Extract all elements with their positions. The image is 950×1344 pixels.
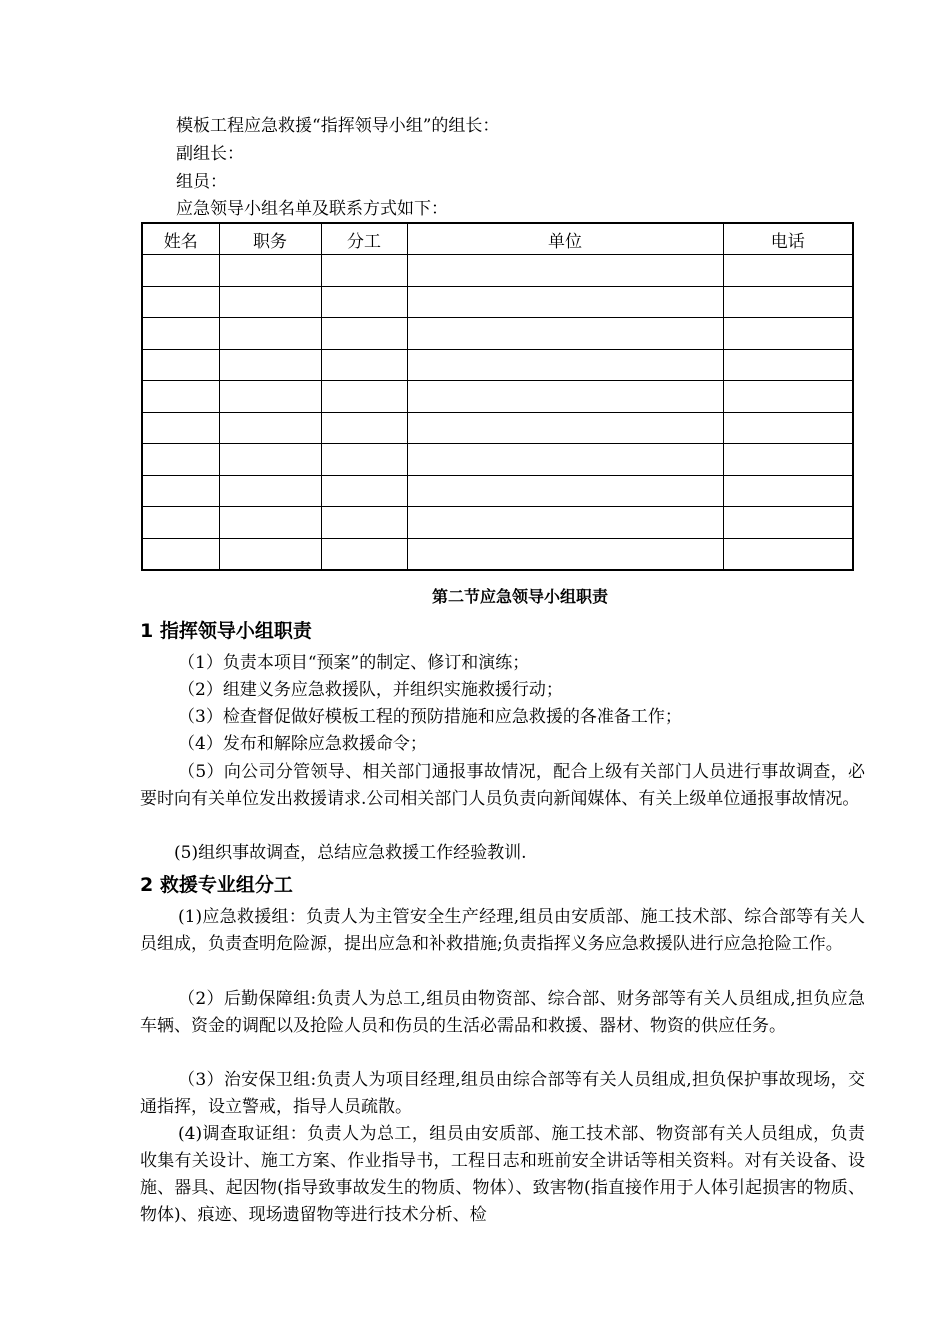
- table-cell: [142, 286, 219, 318]
- header-phone: 电话: [723, 223, 853, 255]
- table-row: [142, 286, 853, 318]
- table-cell: [219, 444, 321, 476]
- header-name: 姓名: [142, 223, 219, 255]
- table-cell: [723, 349, 853, 381]
- table-cell: [219, 381, 321, 413]
- table-cell: [407, 475, 723, 507]
- table-cell: [219, 255, 321, 287]
- section2-item-4: (4)调查取证组：负责人为总工，组员由安质部、施工技术部、物资部有关人员组成，负责收集有关设计、施工方案、作业指导书，工程日志和班前安全讲话等相关资料。对有关设备、设施、器具、起因物(指导致事故发生的物质、物体）、致害物(指直接作用于人体引起损害的物质、物体)、痕迹、现场遗留物等进行技术分析、检: [140, 1124, 865, 1225]
- table-cell: [321, 286, 407, 318]
- table-cell: [407, 507, 723, 539]
- table-cell: [321, 381, 407, 413]
- table-cell: [407, 381, 723, 413]
- table-cell: [142, 475, 219, 507]
- table-cell: [723, 475, 853, 507]
- table-cell: [219, 286, 321, 318]
- section2-item-2: （2）后勤保障组:负责人为总工,组员由物资部、综合部、财务部等有关人员组成,担负应急车辆、资金的调配以及抢险人员和伤员的生活必需品和救援、器材、物资的供应任务。: [140, 989, 865, 1036]
- section1-item-3: （3）检查督促做好模板工程的预防措施和应急救援的各准备工作；: [178, 707, 682, 727]
- table-cell: [407, 349, 723, 381]
- roster-table: [141, 222, 854, 571]
- table-cell: [407, 255, 723, 287]
- section1-heading: 1 指挥领导小组职责: [140, 620, 312, 642]
- table-cell: [219, 475, 321, 507]
- table-cell: [723, 318, 853, 350]
- table-cell: [321, 412, 407, 444]
- roster-table-body: [142, 255, 853, 571]
- table-cell: [321, 444, 407, 476]
- table-cell: [321, 507, 407, 539]
- table-row: [142, 255, 853, 287]
- header-position: 职务: [219, 223, 321, 255]
- table-cell: [142, 349, 219, 381]
- table-cell: [407, 444, 723, 476]
- section1-item-4: （4）发布和解除应急救援命令；: [178, 734, 427, 754]
- table-cell: [219, 318, 321, 350]
- table-row: [142, 475, 853, 507]
- table-cell: [321, 318, 407, 350]
- section1-item-2: （2）组建义务应急救援队，并组织实施救援行动；: [178, 680, 563, 700]
- table-cell: [723, 286, 853, 318]
- header-role: 分工: [321, 223, 407, 255]
- table-row: [142, 381, 853, 413]
- table-cell: [219, 412, 321, 444]
- table-cell: [407, 538, 723, 570]
- section1-item-6: (5)组织事故调查，总结应急救援工作经验教训.: [174, 843, 527, 863]
- list-intro-line: 应急领导小组名单及联系方式如下：: [176, 199, 448, 219]
- table-row: [142, 538, 853, 570]
- table-cell: [407, 318, 723, 350]
- table-cell: [142, 507, 219, 539]
- table-cell: [219, 507, 321, 539]
- table-cell: [321, 255, 407, 287]
- table-cell: [407, 286, 723, 318]
- section-title: 第二节应急领导小组职责: [431, 587, 608, 606]
- table-cell: [142, 381, 219, 413]
- table-cell: [142, 444, 219, 476]
- table-cell: [219, 538, 321, 570]
- table-row: [142, 318, 853, 350]
- table-cell: [407, 412, 723, 444]
- table-cell: [321, 538, 407, 570]
- table-cell: [142, 538, 219, 570]
- table-cell: [142, 255, 219, 287]
- table-cell: [142, 412, 219, 444]
- table-row: [142, 444, 853, 476]
- header-unit: 单位: [407, 223, 723, 255]
- table-cell: [723, 507, 853, 539]
- table-cell: [142, 318, 219, 350]
- table-row: [142, 507, 853, 539]
- section1-item-5: （5）向公司分管领导、相关部门通报事故情况，配合上级有关部门人员进行事故调查，必要时向有关单位发出救援请求.公司相关部门人员负责向新闻媒体、有关上级单位通报事故情况。: [140, 762, 865, 809]
- leader-line: 模板工程应急救援“指挥领导小组”的组长：: [176, 116, 500, 136]
- member-line: 组员：: [176, 172, 227, 192]
- table-cell: [723, 381, 853, 413]
- table-cell: [219, 349, 321, 381]
- table-header-row: [142, 223, 853, 255]
- table-row: [142, 349, 853, 381]
- section1-item-1: （1）负责本项目“预案”的制定、修订和演练；: [178, 653, 530, 673]
- table-cell: [723, 255, 853, 287]
- table-cell: [723, 412, 853, 444]
- section2-heading: 2 救援专业组分工: [140, 874, 293, 896]
- table-cell: [723, 444, 853, 476]
- section2-item-1: (1)应急救援组：负责人为主管安全生产经理,组员由安质部、施工技术部、综合部等有关人员组成，负责查明危险源，提出应急和补救措施;负责指挥义务应急救援队进行应急抢险工作。: [140, 907, 865, 954]
- table-row: [142, 412, 853, 444]
- table-cell: [321, 349, 407, 381]
- table-cell: [321, 475, 407, 507]
- deputy-line: 副组长：: [176, 144, 244, 164]
- table-cell: [723, 538, 853, 570]
- section2-item-3: （3）治安保卫组:负责人为项目经理,组员由综合部等有关人员组成,担负保护事故现场，交通指挥，设立警戒，指导人员疏散。: [140, 1070, 865, 1117]
